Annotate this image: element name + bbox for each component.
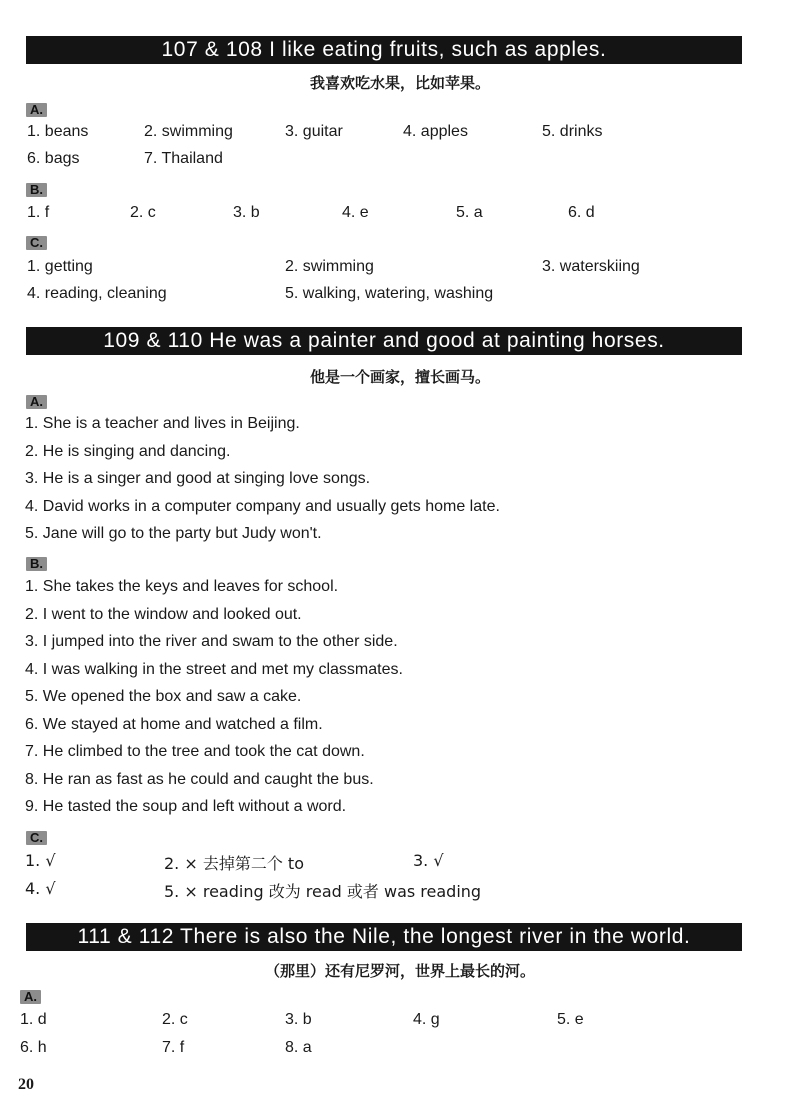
section-title: 109 & 110 He was a painter and good at painting horses. xyxy=(103,329,665,352)
part-label: C. xyxy=(26,236,47,250)
answer-item: 4. e xyxy=(342,204,369,221)
part-label: B. xyxy=(26,557,47,571)
answer-item: 1. f xyxy=(27,204,50,221)
answer-item: 8. a xyxy=(285,1039,312,1056)
answer-item: 3. b xyxy=(285,1011,312,1028)
answer-item: 7. He climbed to the tree and took the cat down. xyxy=(25,743,365,760)
section-subtitle: （那里）还有尼罗河，世界上最长的河。 xyxy=(264,962,535,980)
answer-item: 2. I went to the window and looked out. xyxy=(25,606,302,623)
answer-item: 2. swimming xyxy=(285,258,374,275)
answer-item: 1. d xyxy=(20,1011,47,1028)
answer-item: 4. David works in a computer company and usually gets home late. xyxy=(25,498,500,515)
answer-item: 5. We opened the box and saw a cake. xyxy=(25,688,302,705)
answer-item: 5. × reading 改为 read 或者 was reading xyxy=(164,882,482,901)
part-label: C. xyxy=(26,831,47,845)
answer-item: 4. reading, cleaning xyxy=(27,285,167,302)
answer-item: 1. She is a teacher and lives in Beijing. xyxy=(25,415,300,432)
answer-item: 5. walking, watering, washing xyxy=(285,285,494,302)
answer-item: 1. √ xyxy=(25,851,56,870)
answer-item: 6. We stayed at home and watched a film. xyxy=(25,716,323,733)
answer-item: 1. beans xyxy=(27,123,89,140)
answer-item: 4. √ xyxy=(25,879,56,898)
answer-item: 6. bags xyxy=(27,150,80,167)
answer-item: 2. c xyxy=(130,204,156,221)
page-number: 20 xyxy=(18,1076,34,1093)
answer-item: 2. swimming xyxy=(144,123,233,140)
section-subtitle: 我喜欢吃水果，比如苹果。 xyxy=(309,74,490,92)
answer-item: 5. e xyxy=(557,1011,584,1028)
answer-item: 4. I was walking in the street and met my classmates. xyxy=(25,661,403,678)
part-label: A. xyxy=(26,103,47,117)
section-title: 107 & 108 I like eating fruits, such as apples. xyxy=(161,38,607,61)
answer-item: 6. d xyxy=(568,204,595,221)
part-label: A. xyxy=(20,990,41,1004)
section-title-bar xyxy=(26,327,742,355)
answer-item: 3. I jumped into the river and swam to the other side. xyxy=(25,633,398,650)
answer-item: 2. He is singing and dancing. xyxy=(25,443,231,460)
answer-item: 6. h xyxy=(20,1039,47,1056)
answer-item: 1. getting xyxy=(27,258,93,275)
answer-item: 3. waterskiing xyxy=(542,258,640,275)
part-label: A. xyxy=(26,395,47,409)
answer-item: 2. × 去掉第二个 to xyxy=(164,854,304,873)
part-label: B. xyxy=(26,183,47,197)
section-title-bar xyxy=(26,923,742,951)
answer-item: 5. Jane will go to the party but Judy won't. xyxy=(25,525,322,542)
section-subtitle: 他是一个画家，擅长画马。 xyxy=(309,368,490,386)
answer-item: 4. g xyxy=(413,1011,440,1028)
answer-item: 5. drinks xyxy=(542,123,603,140)
answer-item: 3. guitar xyxy=(285,123,343,140)
answer-item: 3. b xyxy=(233,204,260,221)
answer-item: 7. Thailand xyxy=(144,150,223,167)
answer-item: 3. √ xyxy=(413,851,444,870)
answer-item: 8. He ran as fast as he could and caught the bus. xyxy=(25,771,374,788)
answer-item: 7. f xyxy=(162,1039,185,1056)
section-title-bar xyxy=(26,36,742,64)
answer-item: 3. He is a singer and good at singing love songs. xyxy=(25,470,371,487)
answer-item: 4. apples xyxy=(403,123,468,140)
answer-item: 5. a xyxy=(456,204,483,221)
answer-item: 9. He tasted the soup and left without a word. xyxy=(25,798,347,815)
section-title: 111 & 112 There is also the Nile, the longest river in the world. xyxy=(77,925,691,948)
answer-item: 2. c xyxy=(162,1011,188,1028)
answer-item: 1. She takes the keys and leaves for school. xyxy=(25,578,339,595)
